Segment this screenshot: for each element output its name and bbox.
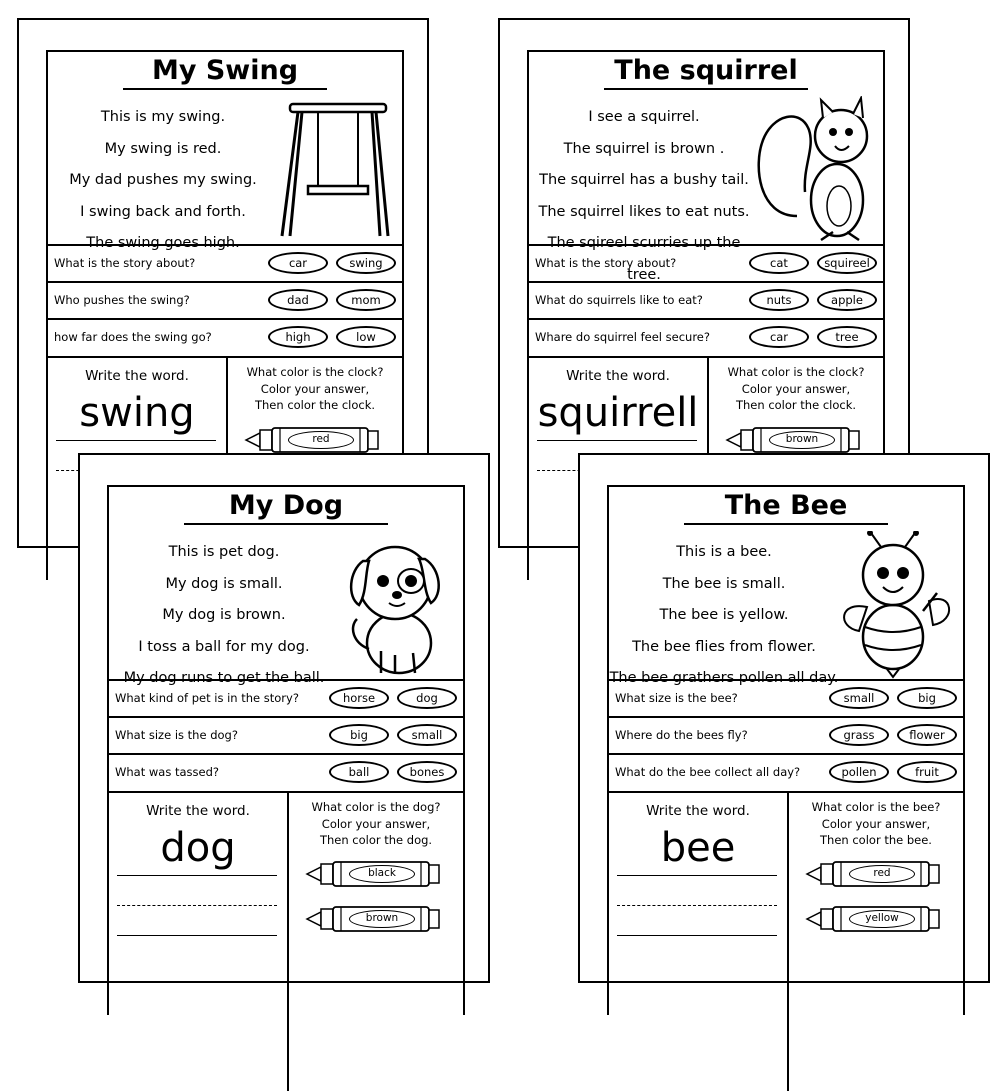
question-row [48, 281, 402, 318]
answer-option[interactable]: apple [817, 289, 877, 311]
write-word-label: Write the word. [566, 368, 670, 384]
story-line: The bee flies from flower. [632, 638, 816, 655]
question-text: Where do the bees fly? [615, 728, 748, 742]
color-question [289, 799, 463, 849]
answer-option[interactable]: swing [336, 252, 396, 274]
trace-word: squirrell [537, 390, 699, 436]
trace-word: dog [160, 825, 236, 871]
color-question-line: Then color the clock. [254, 398, 376, 412]
bee-icon [829, 531, 959, 681]
color-question-line: Color your answer, [821, 816, 931, 831]
story-line: The bee is small. [662, 575, 786, 592]
crayon-option[interactable] [305, 904, 445, 934]
answer-option[interactable]: horse [329, 687, 389, 709]
answer-option[interactable]: big [329, 724, 389, 746]
crayon-option[interactable] [805, 904, 945, 934]
write-word-label: Write the word. [646, 803, 750, 819]
answer-option[interactable]: tree [817, 326, 877, 348]
answer-option[interactable]: high [268, 326, 328, 348]
color-question-line: Then color the clock. [735, 398, 857, 412]
trace-word: bee [660, 825, 736, 871]
story-text [609, 537, 839, 695]
title-underline [684, 523, 888, 525]
question-text: Whare do squirrel feel secure? [535, 330, 710, 344]
answer-option[interactable]: big [897, 687, 957, 709]
write-word-label: Write the word. [85, 368, 189, 384]
story-line: I see a squirrel. [588, 109, 700, 125]
title-underline [604, 88, 808, 90]
crayon-label: red [288, 431, 354, 449]
swing-icon [268, 96, 398, 246]
worksheet-the-bee [578, 453, 990, 983]
answer-option[interactable]: small [829, 687, 889, 709]
crayon-option[interactable] [725, 425, 865, 455]
write-word-label: Write the word. [146, 803, 250, 819]
color-question-line: Color your answer, [260, 381, 370, 396]
question-text: how far does the swing go? [54, 330, 212, 344]
worksheet-my-dog [78, 453, 490, 983]
crayon-label: yellow [849, 910, 915, 928]
writing-line[interactable] [117, 875, 277, 876]
writing-line[interactable] [537, 440, 697, 441]
writing-line[interactable] [56, 440, 216, 441]
answer-option[interactable]: dad [268, 289, 328, 311]
question-row [609, 679, 963, 716]
question-row [48, 318, 402, 355]
story-line: The squirrel has a bushy tail. [539, 172, 749, 188]
worksheet-frame [107, 485, 465, 1015]
crayon-option[interactable] [305, 859, 445, 889]
story-line: My swing is red. [104, 140, 222, 157]
story-text [109, 537, 339, 695]
answer-option[interactable]: ball [329, 761, 389, 783]
dog-icon [329, 531, 459, 681]
question-row [109, 753, 463, 790]
story-line: My dad pushes my swing. [69, 172, 257, 188]
color-question-line: Then color the bee. [820, 833, 932, 847]
crayon-option[interactable] [244, 425, 384, 455]
crayon-label: brown [769, 431, 835, 449]
answer-option[interactable]: fruit [897, 761, 957, 783]
activity-section [609, 791, 963, 1091]
answer-option[interactable]: dog [397, 687, 457, 709]
writing-line[interactable] [617, 935, 777, 936]
color-question [709, 364, 883, 414]
writing-guide-dashed [617, 905, 777, 906]
question-text: Who pushes the swing? [54, 293, 190, 307]
color-question [789, 799, 963, 849]
color-question-line: What color is the bee? [811, 800, 941, 814]
answer-option[interactable]: car [268, 252, 328, 274]
question-row [529, 318, 883, 355]
crayon-label: black [349, 865, 415, 883]
color-question-line: Color your answer, [321, 816, 431, 831]
story-line: The bee is yellow. [659, 607, 789, 623]
question-row [48, 244, 402, 281]
worksheet-title: The Bee [724, 490, 848, 521]
story-text [48, 102, 278, 260]
title-underline [123, 88, 327, 90]
answer-option[interactable]: flower [897, 724, 957, 746]
question-row [609, 753, 963, 790]
question-row [529, 281, 883, 318]
color-question-line: Color your answer, [741, 381, 851, 396]
crayon-label: red [849, 865, 915, 883]
crayon-option[interactable] [805, 859, 945, 889]
question-text: What is the story about? [54, 256, 196, 270]
question-text: What do squirrels like to eat? [535, 293, 703, 307]
answer-option[interactable]: low [336, 326, 396, 348]
story-line: My dog runs to get the ball. [123, 670, 325, 686]
color-question [228, 364, 402, 414]
story-line: This is my swing. [100, 109, 226, 125]
worksheet-title: My Dog [228, 490, 344, 521]
question-row [529, 244, 883, 281]
story-line: My dog is brown. [162, 607, 286, 623]
answer-option[interactable]: car [749, 326, 809, 348]
answer-option[interactable]: mom [336, 289, 396, 311]
activity-section [109, 791, 463, 1091]
question-row [609, 716, 963, 753]
answer-option[interactable]: pollen [829, 761, 889, 783]
question-text: What was tassed? [115, 765, 219, 779]
story-line: My dog is small. [165, 575, 283, 592]
answer-option[interactable]: grass [829, 724, 889, 746]
color-question-line: Then color the dog. [319, 833, 433, 847]
question-text: What is the story about? [535, 256, 677, 270]
writing-line[interactable] [117, 935, 277, 936]
question-text: What do the bee collect all day? [615, 765, 801, 779]
crayon-label: brown [349, 910, 415, 928]
trace-word: swing [79, 390, 195, 436]
answer-option[interactable]: small [397, 724, 457, 746]
question-text: What kind of pet is in the story? [115, 691, 299, 705]
answer-option[interactable]: squireel [817, 252, 877, 274]
question-text: What size is the dog? [115, 728, 238, 742]
story-line: The squirrel likes to eat nuts. [538, 203, 750, 220]
answer-option[interactable]: nuts [749, 289, 809, 311]
worksheet-title: My Swing [151, 55, 299, 86]
worksheet-title: The squirrel [614, 55, 798, 86]
worksheet-frame [607, 485, 965, 1015]
story-line: I toss a ball for my dog. [138, 638, 310, 655]
writing-guide-dashed [117, 905, 277, 906]
question-row [109, 679, 463, 716]
question-row [109, 716, 463, 753]
story-line: This is a bee. [676, 544, 772, 560]
story-line: The swing goes high. [86, 235, 240, 251]
title-underline [184, 523, 388, 525]
story-line: The bee grathers pollen all day. [609, 670, 839, 686]
story-line: I swing back and forth. [80, 203, 246, 220]
writing-line[interactable] [617, 875, 777, 876]
story-line: This is pet dog. [168, 544, 280, 560]
story-line: The sqireel scurries up the tree. [547, 235, 741, 283]
story-line: The squirrel is brown . [563, 140, 725, 157]
color-question-line: What color is the dog? [311, 800, 441, 814]
squirrel-icon [749, 96, 879, 246]
color-question-line: What color is the clock? [727, 365, 865, 379]
color-question-line: What color is the clock? [246, 365, 384, 379]
answer-option[interactable]: cat [749, 252, 809, 274]
answer-option[interactable]: bones [397, 761, 457, 783]
question-text: What size is the bee? [615, 691, 738, 705]
